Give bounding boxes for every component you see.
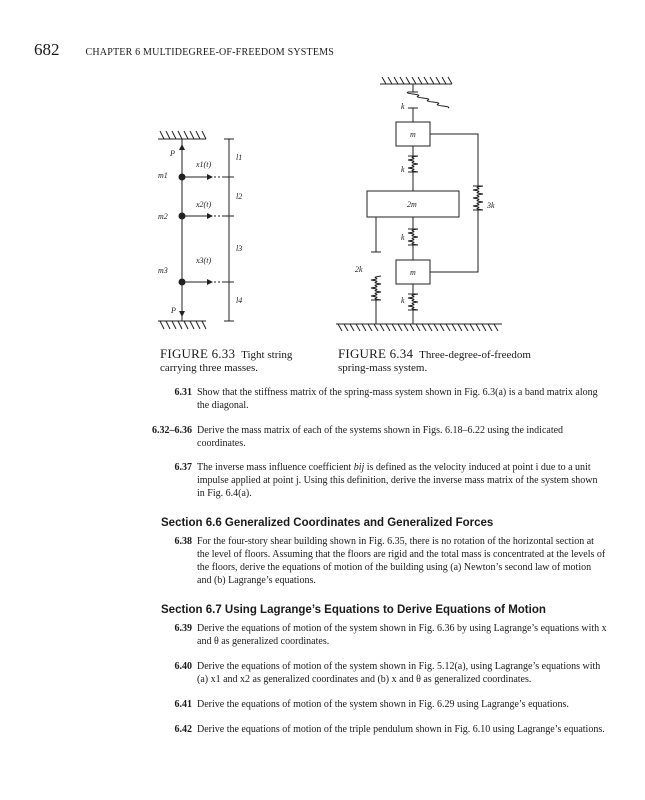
problem-number: 6.42: [174, 724, 192, 735]
problem-number: 6.37: [174, 462, 192, 473]
figure-6-34-drawing: [336, 77, 502, 331]
section-6-6-heading: Section 6.6 Generalized Coordinates and Generalized Forces: [161, 517, 494, 529]
problem-text: Derive the equations of motion of the triple pendulum shown in Fig. 6.10 using Lagrange’s equations.: [197, 724, 605, 735]
problem-text: Derive the equations of motion of the system shown in Fig. 6.36 by using Lagrange’s equations with x and θ as generalized coordinates.: [197, 623, 607, 647]
length-label-2: l2: [236, 192, 243, 201]
mass-label-bottom: m: [410, 268, 416, 277]
problem-number: 6.31: [174, 387, 192, 398]
problem-text: Derive the equations of motion of the system shown in Fig. 6.29 using Lagrange’s equations.: [197, 699, 569, 710]
problem-number: 6.40: [174, 661, 192, 672]
length-label-4: l4: [236, 296, 243, 305]
spring-label-4: k: [401, 296, 405, 305]
figures: [0, 0, 645, 360]
problem-number: 6.38: [174, 536, 192, 547]
spring-label-2k: 2k: [355, 265, 363, 274]
spring-label-3: k: [401, 233, 405, 242]
mass-label-2: m2: [158, 212, 168, 221]
displacement-label-1: x1(t): [196, 160, 212, 169]
spring-label-1: k: [401, 102, 405, 111]
displacement-label-2: x2(t): [196, 200, 212, 209]
mass-label-1: m1: [158, 171, 168, 180]
problem-number: 6.39: [174, 623, 192, 634]
figure-6-34-caption: [338, 347, 548, 375]
figure-6-33-caption: [160, 347, 325, 375]
figure-6-34-caption-text: Three-degree-of-freedom spring-mass system.: [338, 349, 531, 374]
problem-text: Derive the equations of motion of the system shown in Fig. 5.12(a), using Lagrange’s equations with (a) x1 and x2 as generalized coordinates and (b) x and θ as generalized coordinates.: [197, 661, 601, 685]
mass-1: [179, 174, 186, 181]
spring-label-3k: 3k: [487, 201, 495, 210]
section-6-7-heading: Section 6.7 Using Lagrange’s Equations to Derive Equations of Motion: [161, 604, 546, 616]
displacement-label-3: x3(t): [196, 256, 212, 265]
problem-number: 6.32–6.36: [152, 425, 192, 436]
force-top-label: P: [170, 149, 175, 158]
mass-3: [179, 279, 186, 286]
running-head: CHAPTER 6 MULTIDEGREE-OF-FREEDOM SYSTEMS: [85, 47, 334, 58]
force-bottom-label: P: [171, 306, 176, 315]
mass-2: [179, 213, 186, 220]
problem-text: Derive the mass matrix of each of the systems shown in Figs. 6.18–6.22 using the indicated coordinates.: [197, 425, 564, 449]
figure-6-34-title: FIGURE 6.34: [338, 346, 414, 361]
mass-label-middle: 2m: [407, 200, 417, 209]
spring-label-2: k: [401, 165, 405, 174]
problem-text: For the four-story shear building shown in Fig. 6.35, there is no rotation of the horizontal section at the level of floors. Assuming that the floors are rigid and the total mass is concentrated at the levels of the floors, derive the equations of motion of the building using (a) Newton’s second law of motion and (b) Lagrange’s equations.: [197, 536, 606, 586]
figure-6-33-caption-text: Tight string carrying three masses.: [160, 349, 293, 374]
problem-text: Show that the stiffness matrix of the spring-mass system shown in Fig. 6.3(a) is a band matrix along the diagonal.: [197, 387, 598, 411]
figure-6-33-title: FIGURE 6.33: [160, 346, 236, 361]
length-label-1: l1: [236, 153, 243, 162]
problem-number: 6.41: [174, 699, 192, 710]
problem-text: The inverse mass influence coefficient bij is defined as the velocity induced at point i due to a unit impulse applied at point j. Using this definition, derive the inverse mass matrix of the system shown in Fig. 6.4(a).: [197, 462, 598, 499]
page-number: 682: [34, 40, 60, 59]
mass-label-top: m: [410, 130, 416, 139]
length-label-3: l3: [236, 244, 243, 253]
mass-label-3: m3: [158, 266, 168, 275]
